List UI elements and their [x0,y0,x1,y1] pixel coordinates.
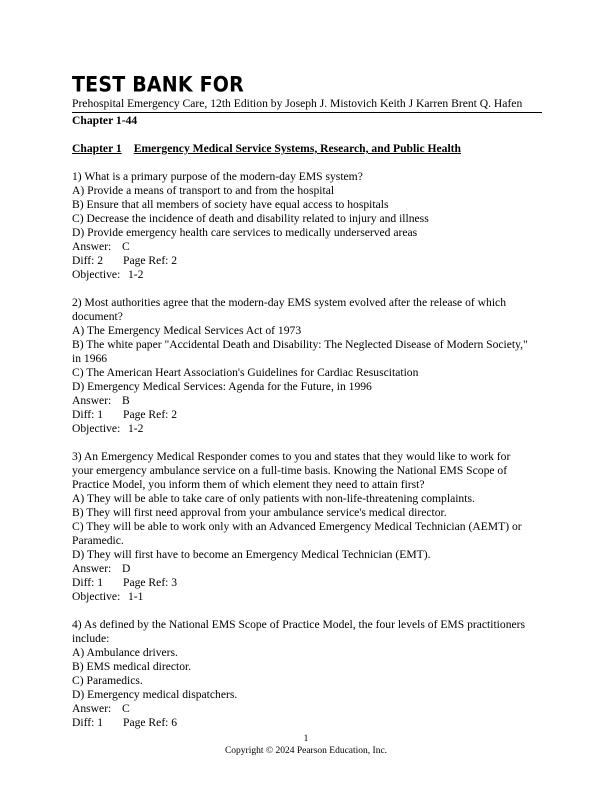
option-a: A) Provide a means of transport to and from the hospital [72,184,335,197]
option-c: C) The American Heart Association's Guidelines for Cardiac Resuscitation [72,366,419,379]
question-stem: 3) An Emergency Medical Responder comes to you and states that they would like to work for [72,450,511,463]
page-ref: Page Ref: 2 [123,408,178,421]
question-stem: 4) As defined by the National EMS Scope of Practice Model, the four levels of EMS practitioners [72,618,526,631]
page-ref: Page Ref: 3 [123,576,178,589]
diff-page-ref [72,254,542,268]
diff-page-ref [72,716,542,730]
chapter-range: Chapter 1-44 [72,114,138,127]
banner-title: TEST BANK FOR [72,72,244,98]
option-b: B) EMS medical director. [72,660,192,673]
option-c: C) They will be able to work only with an Advanced Emergency Medical Technician (AEMT) or [72,520,522,533]
question-1 [72,170,542,282]
option-b-cont: in 1966 [72,352,108,365]
answer-line: Answer: B [72,394,130,407]
answer-line: Answer: D [72,562,131,575]
answer-value: D [122,562,131,575]
option-d: D) Emergency medical dispatchers. [72,688,238,701]
chapter-title: Emergency Medical Service Systems, Research, and Public Health [133,142,461,155]
page-ref: Page Ref: 2 [123,254,178,267]
answer-line: Answer: C [72,240,130,253]
document-page [72,72,542,730]
question-stem: 2) Most authorities agree that the modern-day EMS system evolved after the release of which [72,296,506,309]
answer-value: C [122,240,130,253]
objective-value: 1-1 [128,590,144,603]
chapter-heading [72,142,542,156]
objective-line: Objective: 1-2 [72,422,144,435]
difficulty: Diff: 1 [72,408,104,421]
objective-line: Objective: 1-2 [72,268,144,281]
chapter-number: Chapter 1 [72,142,122,155]
question-stem-cont: include: [72,632,110,645]
difficulty: Diff: 2 [72,254,104,267]
difficulty: Diff: 1 [72,716,104,729]
option-b: B) They will first need approval from your ambulance service's medical director. [72,506,447,519]
option-d: D) Provide emergency health care services to medically underserved areas [72,226,418,239]
page-number: 1 [303,734,309,744]
objective-line: Objective: 1-1 [72,590,144,603]
question-4 [72,618,542,730]
answer-value: C [122,702,130,715]
option-c-cont: Paramedic. [72,534,124,547]
question-stem-cont: your emergency ambulance service on a full-time basis. Knowing the National EMS Scope of [72,464,508,477]
option-a: A) The Emergency Medical Services Act of 1973 [72,324,302,337]
page-footer [0,733,612,757]
answer-value: B [122,394,130,407]
copyright-notice: Copyright © 2024 Pearson Education, Inc. [224,746,388,756]
question-2 [72,296,542,436]
objective-value: 1-2 [128,268,144,281]
option-d: D) Emergency Medical Services: Agenda for the Future, in 1996 [72,380,372,393]
diff-page-ref [72,408,542,422]
page-ref: Page Ref: 6 [123,716,178,729]
question-stem: 1) What is a primary purpose of the modern-day EMS system? [72,170,363,183]
option-b: B) The white paper "Accidental Death and Disability: The Neglected Disease of Modern Society," [72,338,528,351]
objective-value: 1-2 [128,422,144,435]
answer-line: Answer: C [72,702,130,715]
option-b: B) Ensure that all members of society have equal access to hospitals [72,198,389,211]
option-a: A) They will be able to take care of only patients with non-life-threatening complaints. [72,492,475,505]
book-subtitle: Prehospital Emergency Care, 12th Edition by Joseph J. Mistovich Keith J Karren Brent Q. Hafen [72,97,542,113]
option-a: A) Ambulance drivers. [72,646,178,659]
question-stem-cont: Practice Model, you inform them of which element they need to attain first? [72,478,425,491]
diff-page-ref [72,576,542,590]
option-d: D) They will first have to become an Emergency Medical Technician (EMT). [72,548,431,561]
option-c: C) Decrease the incidence of death and disability related to injury and illness [72,212,429,225]
option-c: C) Paramedics. [72,674,143,687]
question-3 [72,450,542,604]
difficulty: Diff: 1 [72,576,104,589]
question-stem-cont: document? [72,310,123,323]
